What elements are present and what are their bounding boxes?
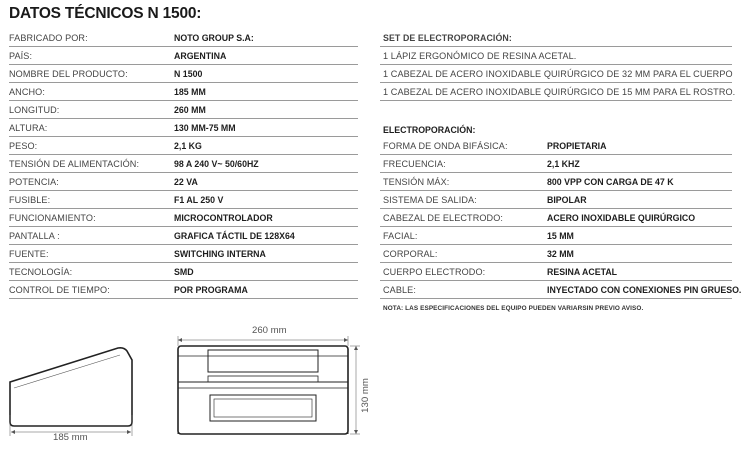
electro-row	[380, 173, 732, 191]
electro-value: 2,1 KHZ	[547, 159, 580, 169]
electro-row	[380, 137, 732, 155]
spec-value: 22 VA	[174, 177, 198, 187]
electro-label: SISTEMA DE SALIDA:	[383, 195, 477, 205]
page-title: DATOS TÉCNICOS N 1500:	[9, 5, 202, 22]
set-item	[380, 47, 732, 65]
spec-label: NOMBRE DEL PRODUCTO:	[9, 69, 128, 79]
spec-value: POR PROGRAMA	[174, 285, 248, 295]
spec-label: PANTALLA :	[9, 231, 60, 241]
electro-value: 15 MM	[547, 231, 574, 241]
electro-value: INYECTADO CON CONEXIONES PIN GRUESO.	[547, 285, 742, 295]
spec-row	[9, 137, 358, 155]
spec-label: PESO:	[9, 141, 38, 151]
electro-value: 800 VPP CON CARGA DE 47 K	[547, 177, 674, 187]
front-view-drawing	[170, 330, 380, 440]
spec-row	[9, 173, 358, 191]
electro-label: CORPORAL:	[383, 249, 438, 259]
electro-label: FACIAL:	[383, 231, 418, 241]
spec-row	[9, 65, 358, 83]
set-item	[380, 83, 736, 101]
spec-row	[9, 29, 358, 47]
spec-value: 185 MM	[174, 87, 206, 97]
electro-row	[380, 263, 732, 281]
electroporation-table	[380, 137, 742, 299]
spec-value: 2,1 KG	[174, 141, 202, 151]
electro-row	[380, 227, 732, 245]
spec-row	[9, 155, 358, 173]
electroporation-heading: ELECTROPORACIÓN:	[383, 125, 476, 135]
set-heading: SET DE ELECTROPORACIÓN:	[383, 33, 512, 43]
electro-value: RESINA ACETAL	[547, 267, 618, 277]
electro-row	[380, 155, 732, 173]
spec-value: F1 AL 250 V	[174, 195, 224, 205]
electro-value: PROPIETARIA	[547, 141, 607, 151]
set-item-text: 1 LÁPIZ ERGONÓMICO DE RESINA ACETAL.	[383, 51, 577, 61]
set-item-text: 1 CABEZAL DE ACERO INOXIDABLE QUIRÚRGICO DE 15 MM PARA EL ROSTRO.	[383, 87, 736, 97]
height-dimension: 130 mm	[359, 378, 371, 413]
spec-label: TECNOLOGÍA:	[9, 267, 73, 277]
spec-row	[9, 227, 358, 245]
spec-row	[9, 281, 358, 299]
electro-label: CABLE:	[383, 285, 416, 295]
spec-label: FUNCIONAMIENTO:	[9, 213, 96, 223]
spec-label: FUSIBLE:	[9, 195, 51, 205]
spec-label: CONTROL DE TIEMPO:	[9, 285, 110, 295]
spec-label: TENSIÓN DE ALIMENTACIÓN:	[9, 159, 140, 169]
width-dimension: 185 mm	[53, 432, 88, 443]
spec-label: PAÍS:	[9, 51, 33, 61]
electro-row	[380, 209, 732, 227]
spec-value: ARGENTINA	[174, 51, 227, 61]
electro-value: BIPOLAR	[547, 195, 587, 205]
spec-value: GRAFICA TÁCTIL DE 128X64	[174, 231, 295, 241]
spec-table	[9, 29, 358, 299]
spec-row	[9, 209, 358, 227]
spec-row	[9, 47, 358, 65]
footnote: NOTA: LAS ESPECIFICACIONES DEL EQUIPO PUEDEN VARIARSIN PREVIO AVISO.	[383, 305, 644, 312]
spec-label: ANCHO:	[9, 87, 45, 97]
spec-label: LONGITUD:	[9, 105, 60, 115]
spec-value: 130 MM-75 MM	[174, 123, 236, 133]
spec-row	[9, 119, 358, 137]
electro-label: FRECUENCIA:	[383, 159, 446, 169]
spec-row	[9, 191, 358, 209]
set-item	[380, 65, 732, 83]
spec-label: POTENCIA:	[9, 177, 59, 187]
spec-value: NOTO GROUP S.A:	[174, 33, 254, 43]
electroporation-set-table	[380, 29, 736, 101]
electro-row	[380, 191, 732, 209]
spec-value: 98 A 240 V~ 50/60HZ	[174, 159, 259, 169]
spec-row	[9, 245, 358, 263]
spec-value: 260 MM	[174, 105, 206, 115]
spec-label: FUENTE:	[9, 249, 49, 259]
set-item-text: 1 CABEZAL DE ACERO INOXIDABLE QUIRÚRGICO DE 32 MM PARA EL CUERPO	[383, 69, 733, 79]
electro-row	[380, 245, 732, 263]
electro-value: ACERO INOXIDABLE QUIRÚRGICO	[547, 213, 696, 223]
electro-label: TENSIÓN MÁX:	[383, 177, 450, 187]
spec-label: ALTURA:	[9, 123, 48, 133]
length-dimension: 260 mm	[252, 325, 287, 336]
electro-row	[380, 281, 742, 299]
set-heading-row	[380, 29, 732, 47]
spec-row	[9, 263, 358, 281]
spec-row	[9, 101, 358, 119]
spec-row	[9, 83, 358, 101]
spec-value: MICROCONTROLADOR	[174, 213, 273, 223]
electro-label: CABEZAL DE ELECTRODO:	[383, 213, 504, 223]
electro-value: 32 MM	[547, 249, 574, 259]
spec-value: N 1500	[174, 69, 203, 79]
spec-value: SWITCHING INTERNA	[174, 249, 266, 259]
spec-label: FABRICADO POR:	[9, 33, 88, 43]
electro-label: CUERPO ELECTRODO:	[383, 267, 486, 277]
electro-label: FORMA DE ONDA BIFÁSICA:	[383, 141, 508, 151]
spec-value: SMD	[174, 267, 194, 277]
